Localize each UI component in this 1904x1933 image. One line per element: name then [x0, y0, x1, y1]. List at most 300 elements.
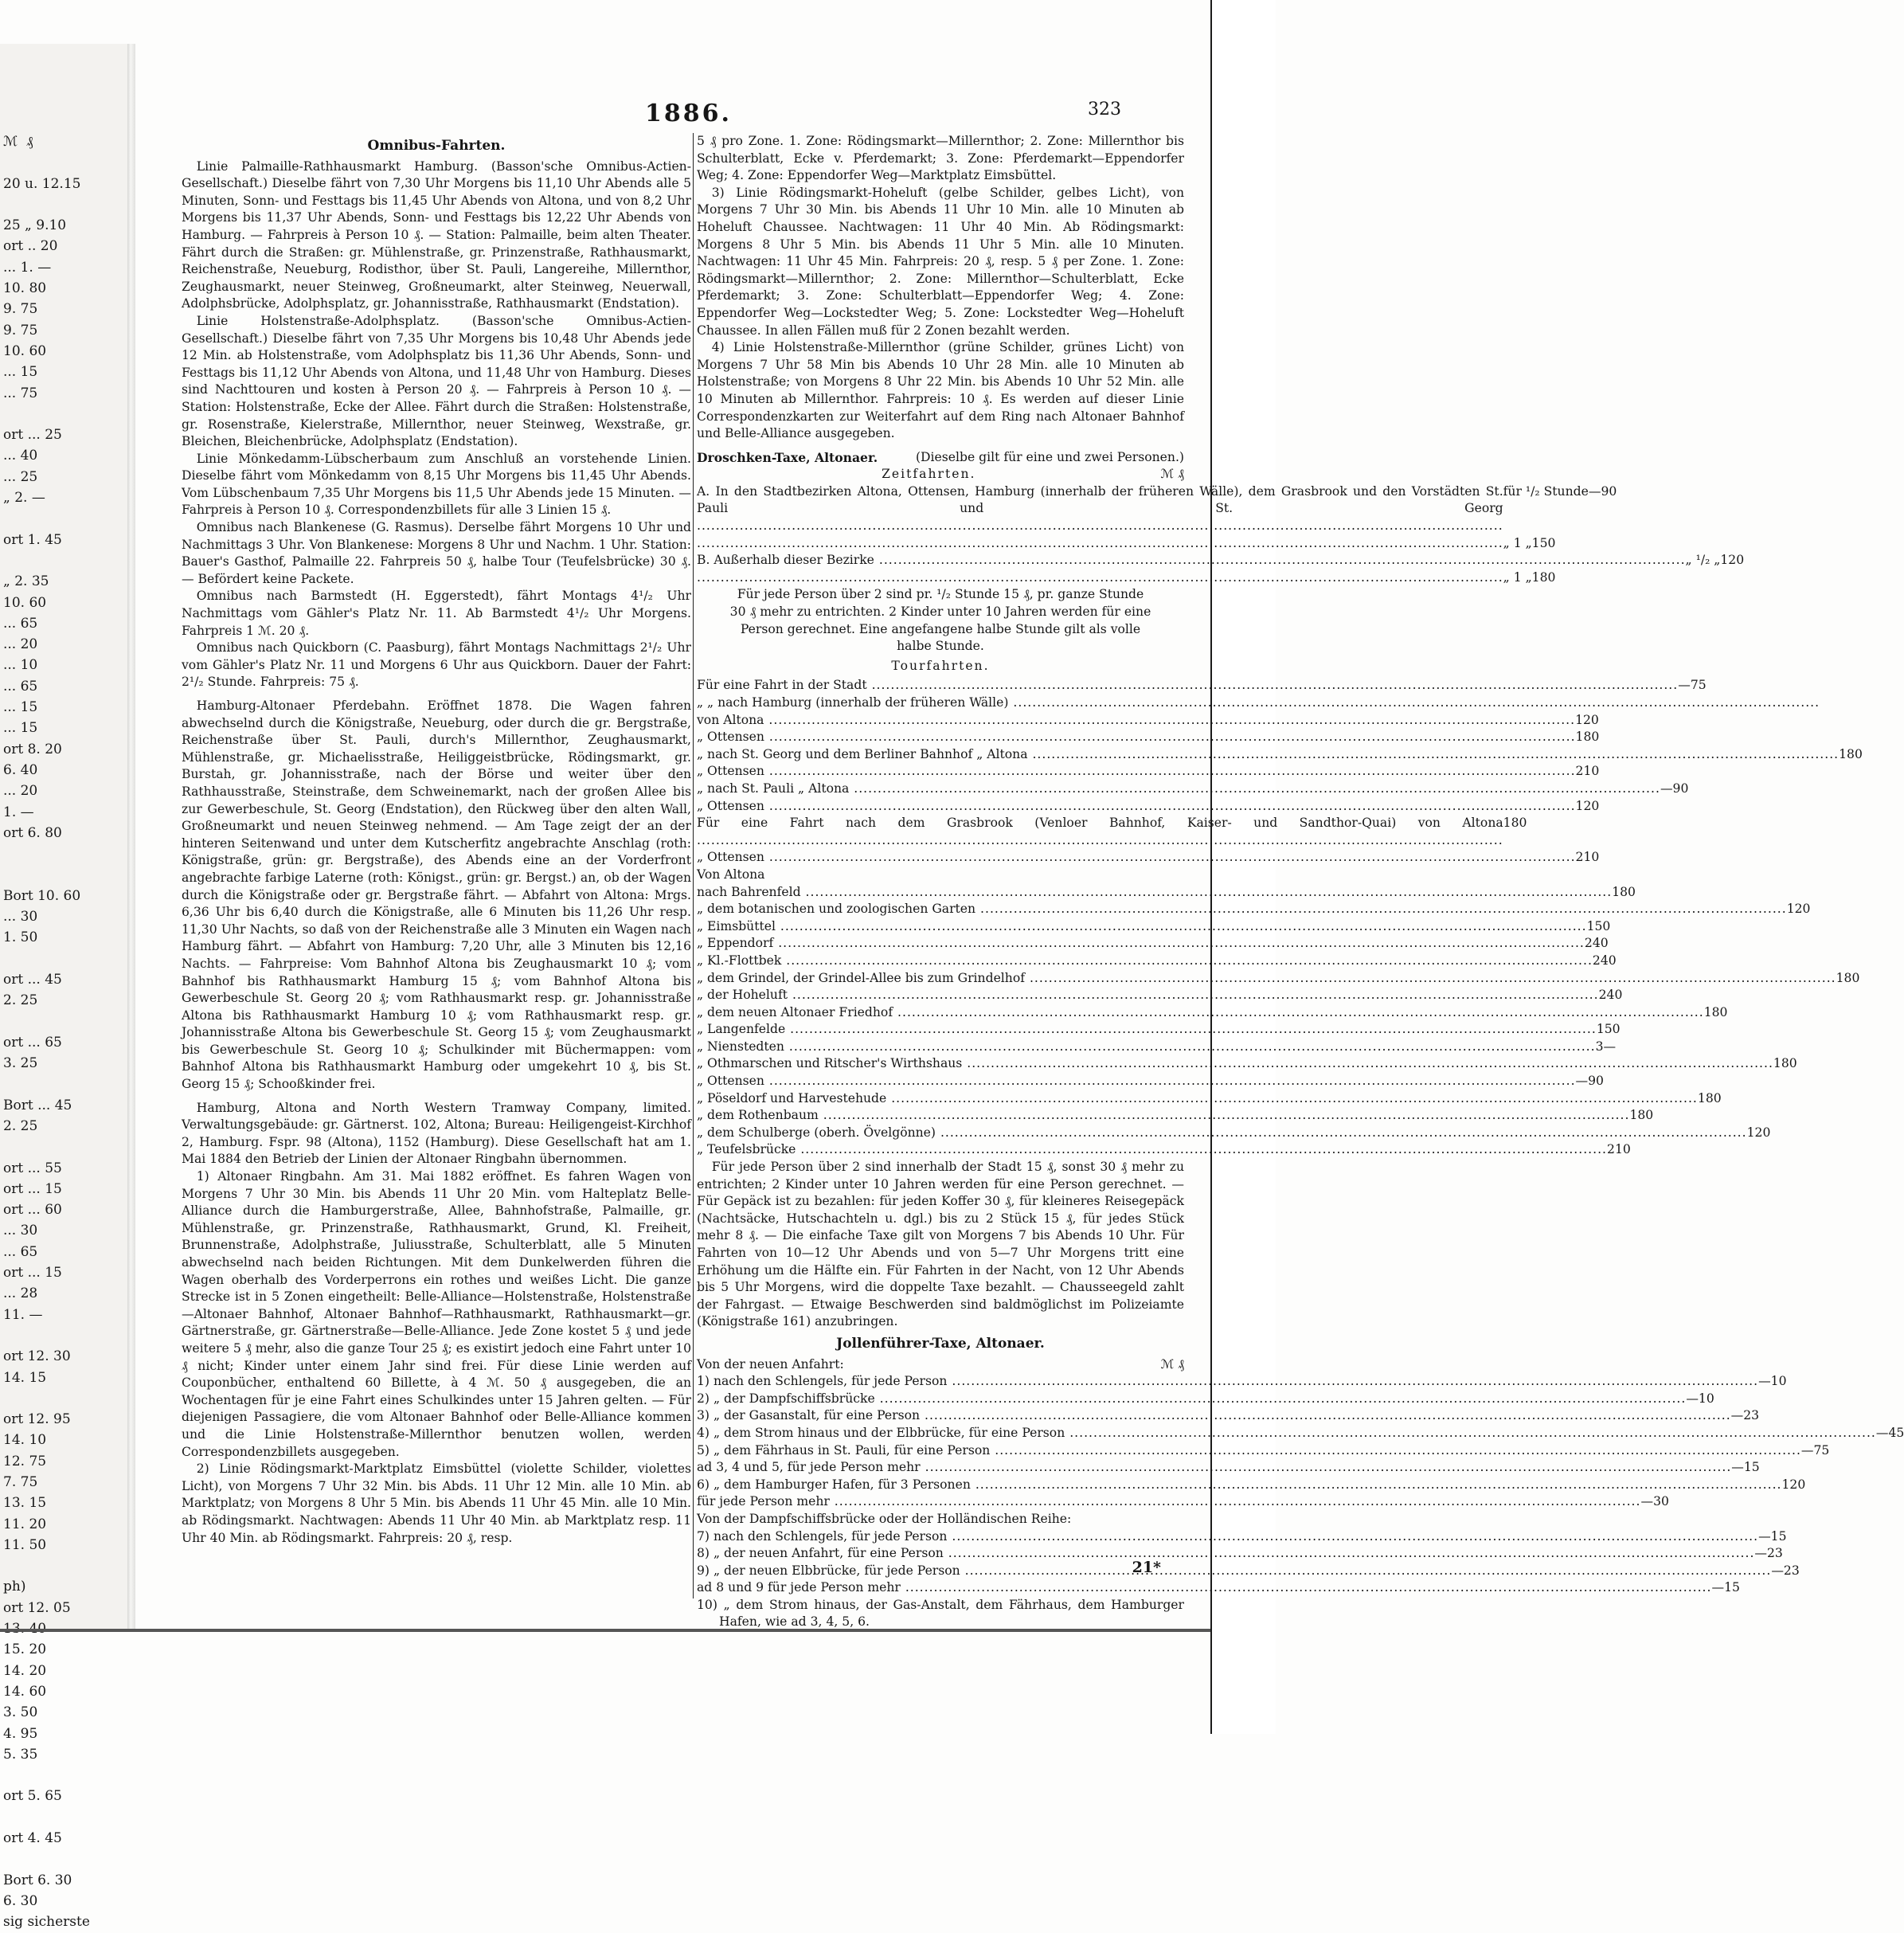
- row-label: 6) „ dem Hamburger Hafen, für 3 Personen .....: [697, 1477, 1782, 1494]
- previous-page-line: ... 1. —: [3, 259, 52, 276]
- table-row: [697, 935, 1609, 953]
- row-pfennig-value: 10: [1770, 1374, 1787, 1389]
- table-row: [697, 1407, 1760, 1425]
- table-row: [697, 569, 1556, 587]
- row-mark-value: —: [1875, 1425, 1889, 1440]
- row-mark-value: 1: [1839, 746, 1847, 761]
- row-label: „ Ottensen .....: [697, 763, 1576, 781]
- table-row: [697, 884, 1636, 902]
- table-row: [697, 763, 1600, 781]
- previous-page-line: ... 65: [3, 1243, 38, 1260]
- row-mark-value: 1: [1629, 1108, 1638, 1123]
- previous-page-line: 9. 75: [3, 322, 38, 338]
- row-mark-value: 1: [1720, 553, 1729, 568]
- previous-page-line: 14. 60: [3, 1683, 47, 1700]
- table-row: [697, 729, 1600, 746]
- row-pfennig-value: 75: [1690, 678, 1707, 693]
- row-label: Für eine Fahrt nach dem Grasbrook (Venloer Bahnhof, Kaiser- und Sandthor-Quai) von Altona .....: [697, 815, 1503, 849]
- table-row: [697, 1477, 1806, 1494]
- previous-page-line: [3, 864, 123, 885]
- row-mark-value: 1: [1575, 730, 1584, 745]
- previous-page-line: 15. 20: [3, 1641, 47, 1658]
- text-palmaille: Linie Palmaille-Rathhausmarkt Hamburg. (Basson'sche Omnibus-Actien-Gesellschaft.) Dieselbe fährt von 7,30 Uhr Morgens bis 11,10 Uhr Abends alle 5 Minuten, Sonn- und Festtags bis 11,45 Uhr Abends von Altona, und von 8,2 Uhr Morgens bis 11,37 Uhr Abends, Sonn- und Festtags bis 12,22 Uhr Abends von Hamburg. — Fahrpreis à Person 10 ₰. — Station: Palmaille, beim alten Theater. Fährt durch die Straßen: gr. Mühlenstraße, gr. Prinzenstraße, Rathhausmarkt, Reichenstraße, Neueburg, Rodisthor, über St. Pauli, Langereihe, Millernthor, Zeughausmarkt, neuer Steinweg, Großneumarkt, alter Steinweg, Neuerwall, Adolphsbrücke, Adolphsplatz, gr. Johannisstraße, Rathhausmarkt (Endstation).: [182, 158, 691, 311]
- row-pfennig-value: 50: [1539, 535, 1556, 550]
- row-mark-value: —: [1758, 1374, 1771, 1389]
- row-pfennig-value: 40: [1600, 953, 1617, 968]
- row-pfennig-value: 10: [1583, 850, 1600, 865]
- table-row: [697, 1425, 1904, 1442]
- row-pfennig-value: 50: [1604, 1022, 1621, 1037]
- droschken-heading-row: [697, 449, 1184, 467]
- row-mark-value: —: [1754, 1546, 1768, 1561]
- row-label: „ nach St. Georg und dem Berliner Bahnhof „ Altona .....: [697, 746, 1839, 764]
- previous-page-line: [3, 1388, 123, 1409]
- previous-page-line: [3, 949, 123, 969]
- row-label: „ Langenfelde .....: [697, 1021, 1597, 1039]
- text-eimsbuettel-line: 2) Linie Rödingsmarkt-Marktplatz Eimsbüttel (violette Schilder, violettes Licht), von Morgens 7 Uhr 32 Min. bis Abds. 11 Uhr 12 Min. alle 10 Min. ab Marktplatz; von Morgens 8 Uhr 5 Min. bis Abends 11 Uhr 45 Min. alle 10 Min. ab Rödingsmarkt. Nachtwagen: Abends 11 Uhr 40 Min. ab Marktplatz resp. 11 Uhr 40 Min. ab Rödingsmarkt. Fahrpreis: 20 ₰, resp.: [182, 1461, 691, 1545]
- previous-page-line: „ 2. —: [3, 490, 45, 507]
- previous-page-line: [3, 1011, 123, 1031]
- table-row: [697, 535, 1556, 553]
- previous-page-line: 14. 20: [3, 1662, 47, 1679]
- table-row: [697, 849, 1600, 867]
- previous-page-line: ort ... 15: [3, 1265, 62, 1281]
- text-holstenstrasse: Linie Holstenstraße-Adolphsplatz. (Basson'sche Omnibus-Actien-Gesellschaft.) Dieselbe fährt von 7,35 Uhr Morgens bis 10,48 Uhr Abends jede 12 Min. ab Holstenstraße, vom Adolphsplatz bis 11,36 Uhr Abends, Sonn- und Festtags bis 11,12 Uhr Abends von Altona, und 11,48 Uhr von Hamburg. Dieses sind Nachttouren und kosten à Person 20 ₰. — Fahrpreis à Person 10 ₰. — Station: Holstenstraße, Ecke der Allee. Fährt durch die Straßen: Holstenstraße, gr. Rosenstraße, Kielerstraße, Millernthor, neuer Steinweg, Wexstraße, gr. Bleichen, Bleichenbrücke, Adolphsplatz (Endstation).: [182, 313, 691, 449]
- row-mark-value: 1: [1575, 712, 1583, 727]
- table-row: [697, 901, 1811, 918]
- droschken-heading: Droschken-Taxe, Altonaer.: [697, 449, 878, 465]
- row-pfennig-value: 15: [1770, 1528, 1787, 1544]
- row-pfennig-value: 80: [1620, 884, 1636, 899]
- previous-page-line: 11. 50: [3, 1536, 47, 1553]
- row-label: „ Ottensen .....: [697, 1073, 1576, 1090]
- text-ringbahn: 1) Altonaer Ringbahn. Am 31. Mai 1882 eröffnet. Es fahren Wagen von Morgens 7 Uhr 30 Min. bis Abends 11 Uhr 20 Min. vom Halteplatz Belle-Alliance durch die Hamburgerstraße, Allee, Bahnhofstraße, Palmaille, gr. Mühlenstraße, gr. Prinzenstraße, Rathhausmarkt, Grund, Kl. Freiheit, Brunnenstraße, Adolphstraße, Juliusstraße, Schulterblatt, alle 5 Minuten abwechselnd nach beiden Richtungen. Mit dem Dunkelwerden führen die Wagen oberhalb des Vorderperrons ein rothes und weißes Licht. Die ganze Strecke ist in 5 Zonen eingetheilt: Belle-Alliance—Holstenstraße, Holstenstraße—Altonaer Bahnhof, Altonaer Bahnhof—Rathhausmarkt, Rathhausmarkt—gr. Gärtnerstraße, gr. Gärtnerstraße—Belle-Alliance. Jede Zone kostet 5 ₰ und jede weitere 5 ₰ mehr, also die ganze Tour 25 ₰; es existirt jedoch eine Fahrt unter 10 ₰ nicht; Kinder unter einem Jahr sind frei. Für diese Linie werden auf Couponbücher, enthaltend 60 Billette, à 4 ℳ. 50 ₰ ausgegeben, die an Wochentagen für je eine Fahrt eines Schulkindes unter 15 Jahren gelten. — Für diejenigen Passagiere, die vom Altonaer Bahnhof oder Belle-Alliance kommen und die Linie Holstenstraße-Millernthor benutzen wollen, werden Correspondenzbillets ausgegeben.: [182, 1169, 691, 1459]
- row-pfennig-value: 80: [1637, 1108, 1654, 1123]
- previous-page-line: [3, 1137, 123, 1157]
- previous-page-line: [3, 1849, 123, 1869]
- table-row: [697, 1545, 1783, 1563]
- text-millernthor-line: 4) Linie Holstenstraße-Millernthor (grüne Schilder, grünes Licht) von Morgens 7 Uhr 58 Min bis Abends 10 Uhr 28 Min. alle 10 Minuten ab Holstenstraße; von Morgens 8 Uhr 22 Min. bis Abends 10 Uhr 52 Min. alle 10 Minuten ab Millernthor. Fahrpreis: 10 ₰. Es werden auf dieser Linie Correspondenzkarten zur Weiterfahrt auf dem Ring nach Altonaer Bahnhof und Belle-Alliance ausgegeben.: [697, 340, 1184, 441]
- row-pfennig-value: 80: [1705, 1090, 1722, 1105]
- row-label: „ dem Rothenbaum .....: [697, 1107, 1629, 1125]
- previous-page-line: ... 75: [3, 385, 38, 401]
- row-mark-value: 1: [1596, 1022, 1605, 1037]
- table-row: [697, 1021, 1621, 1039]
- row-pfennig-value: 10: [1614, 1142, 1631, 1157]
- table-row: [697, 1563, 1800, 1580]
- row-mark-value: —: [1771, 1563, 1784, 1578]
- table-row: [697, 1373, 1787, 1391]
- row-mark-value: 1: [1612, 884, 1621, 899]
- previous-page-line: 25 „ 9.10: [3, 217, 67, 234]
- row-label: „ dem Schulberge (oberh. Övelgönne) .....: [697, 1125, 1747, 1142]
- row-pfennig-value: 80: [1583, 730, 1600, 745]
- previous-page-line: 11. 20: [3, 1516, 47, 1532]
- row-pfennig-value: 20: [1728, 553, 1745, 568]
- previous-page-line: ort ... 55: [3, 1160, 62, 1176]
- row-pfennig-value: 20: [1583, 798, 1600, 813]
- row-mark-value: —: [1686, 1391, 1699, 1406]
- previous-page-line: [3, 1807, 123, 1828]
- row-label: „ dem Grindel, der Grindel-Allee bis zum Grindelhof .....: [697, 970, 1836, 988]
- row-unit: „ 1 „: [1503, 535, 1532, 550]
- row-unit: für ¹/₂ Stunde: [1503, 483, 1589, 499]
- previous-page-line: sig sicherste: [3, 1914, 90, 1931]
- previous-page-line: ... 15: [3, 720, 38, 737]
- zoll-head-2: Von der Dampfschiffsbrücke oder der Holländischen Reihe:: [697, 1511, 1072, 1526]
- previous-page-line: 5. 35: [3, 1746, 38, 1763]
- previous-page-line: Bort ... 45: [3, 1097, 72, 1113]
- row-label: „ nach St. Pauli „ Altona .....: [697, 781, 1660, 798]
- previous-page-line: ort 5. 65: [3, 1788, 62, 1805]
- previous-page-line: 7. 75: [3, 1474, 38, 1490]
- row-label: ad 8 und 9 für jede Person mehr .....: [697, 1579, 1711, 1597]
- table-row: [697, 1107, 1654, 1125]
- row-mark-value: 2: [1584, 936, 1593, 951]
- row-mark-value: —: [1800, 1442, 1814, 1458]
- row-label: [697, 535, 1503, 553]
- zoll-currency-header: ℳ ₰: [1160, 1356, 1184, 1371]
- row-label: „ dem botanischen und zoologischen Garten .....: [697, 901, 1787, 918]
- previous-page-line: ph): [3, 1579, 26, 1595]
- row-pfennig-value: 90: [1601, 483, 1617, 499]
- previous-page-line: ort ... 65: [3, 1034, 62, 1051]
- previous-page-column: [3, 131, 123, 1933]
- previous-page-line: 3. 25: [3, 1055, 38, 1072]
- row-label: „ Ottensen .....: [697, 729, 1576, 746]
- row-mark-value: 3: [1595, 1039, 1604, 1054]
- previous-page-line: ort ... 15: [3, 1180, 62, 1197]
- row-pfennig-value: 20: [1789, 1477, 1806, 1492]
- table-row: [697, 918, 1611, 936]
- row-label: „ Kl.-Flottbek .....: [697, 953, 1593, 970]
- previous-page-line: 9. 75: [3, 301, 38, 318]
- previous-page-line: [3, 152, 123, 173]
- droschken-subtitle: (Dieselbe gilt für eine und zwei Personen.): [915, 449, 1184, 464]
- previous-page-line: ... 15: [3, 364, 38, 381]
- row-label: 4) „ dem Strom hinaus und der Elbbrücke, für eine Person .....: [697, 1425, 1876, 1442]
- previous-page-line: „ 2. 35: [3, 573, 49, 590]
- previous-page-line: [3, 404, 123, 425]
- previous-page-line: 20 u. 12.15: [3, 175, 81, 192]
- previous-page-line: ... 40: [3, 448, 38, 464]
- zeitfahrten-heading-row: [697, 466, 1184, 483]
- table-row: [697, 1039, 1617, 1056]
- text-barmstedt: Omnibus nach Barmstedt (H. Eggerstedt), fährt Montags 4¹/₂ Uhr Nachmittags vom Gähler's Platz Nr. 11. Ab Barmstedt 4¹/₂ Uhr Morgens. Fahrpreis 1 ℳ. 20 ₰.: [182, 589, 691, 638]
- row-mark-value: 1: [1503, 816, 1511, 831]
- row-label: 1) nach den Schlengels, für jede Person .....: [697, 1373, 1758, 1391]
- zollfuehrer-heading: Jollenführer-Taxe, Altonaer.: [836, 1335, 1045, 1352]
- row-label: 7) nach den Schlengels, für jede Person .....: [697, 1528, 1758, 1546]
- row-mark-value: —: [1640, 1494, 1654, 1509]
- previous-page-line: ... 65: [3, 678, 38, 695]
- row-pfennig-value: 75: [1813, 1442, 1830, 1458]
- previous-page-line: 2. 25: [3, 1117, 38, 1134]
- table-row: [697, 798, 1600, 816]
- row-label: 8) „ der neuen Anfahrt, für eine Person .....: [697, 1545, 1754, 1563]
- previous-page-line: ... 30: [3, 1223, 38, 1239]
- row-pfennig-value: 45: [1888, 1425, 1904, 1440]
- previous-page-line: ort ... 45: [3, 971, 62, 988]
- previous-page-line: ... 30: [3, 908, 38, 925]
- previous-page-line: 3. 50: [3, 1704, 38, 1721]
- row-label: ad 3, 4 und 5, für jede Person mehr .....: [697, 1459, 1731, 1477]
- von-altona-table: [697, 884, 1860, 1160]
- row-pfennig-value: 80: [1781, 1056, 1797, 1071]
- signature-mark: 21*: [1132, 1559, 1161, 1576]
- left-column: [182, 133, 691, 1547]
- row-mark-value: —: [1660, 781, 1673, 796]
- previous-page-line: 10. 60: [3, 342, 47, 359]
- row-pfennig-value: 10: [1583, 764, 1600, 779]
- row-mark-value: —: [1731, 1460, 1744, 1475]
- zoll-table-2: [697, 1528, 1800, 1597]
- row-pfennig-value: 40: [1606, 988, 1623, 1003]
- previous-page-line: ort 8. 20: [3, 741, 62, 757]
- row-label: „ der Hoheluft .....: [697, 987, 1599, 1004]
- row-mark-value: 1: [1531, 535, 1540, 550]
- row-mark-value: 1: [1697, 1090, 1706, 1105]
- row-mark-value: 1: [1531, 569, 1540, 585]
- previous-page-line: [3, 1765, 123, 1786]
- row-pfennig-value: 80: [1847, 746, 1863, 761]
- zeitfahrten-note: Für jede Person über 2 sind pr. ¹/₂ Stunde 15 ₰, pr. ganze Stunde 30 ₰ mehr zu entrichten. 2 Kinder unter 10 Jahren werden für eine Person gerechnet. Eine angefangene halbe Stunde gilt als volle halbe Stunde.: [729, 587, 1151, 654]
- previous-page-line: ... 25: [3, 468, 38, 485]
- previous-page-line: ort .. 20: [3, 238, 58, 255]
- table-row: [697, 1125, 1771, 1142]
- previous-page-line: 2. 25: [3, 992, 38, 1009]
- table-row: [697, 1004, 1728, 1022]
- table-row: [697, 1141, 1631, 1159]
- table-row: [697, 1579, 1740, 1597]
- previous-page-line: 4. 95: [3, 1725, 38, 1742]
- previous-page-line: [3, 508, 123, 529]
- row-mark-value: —: [1711, 1580, 1725, 1595]
- row-mark-value: 1: [1836, 970, 1844, 985]
- page-year: 1886.: [645, 100, 732, 127]
- row-pfennig-value: 80: [1539, 569, 1556, 585]
- previous-page-line: 11. —: [3, 1306, 43, 1323]
- row-pfennig-value: 23: [1783, 1563, 1800, 1578]
- row-label: B. Außerhalb dieser Bezirke .....: [697, 552, 1686, 569]
- previous-page-line: Bort 10. 60: [3, 887, 81, 904]
- row-mark-value: 1: [1781, 1477, 1790, 1492]
- table-row: [697, 1493, 1669, 1511]
- row-label: [697, 569, 1503, 587]
- previous-page-line: ort 4. 45: [3, 1830, 62, 1847]
- row-label: „ Ottensen .....: [697, 849, 1576, 867]
- tourfahrten-heading: Tourfahrten.: [891, 658, 990, 673]
- row-label: „ Eppendorf .....: [697, 935, 1585, 953]
- zeitfahrten-table: [697, 483, 1745, 587]
- row-label: 2) „ der Dampfschiffsbrücke .....: [697, 1391, 1686, 1408]
- previous-page-line: 6. 40: [3, 761, 38, 778]
- von-altona-label: Von Altona: [697, 867, 765, 882]
- row-label: von Altona .....: [697, 712, 1575, 730]
- text-tramway-company: Hamburg, Altona and North Western Tramway Company, limited. Verwaltungsgebäude: gr. Gärtnerst. 102, Altona; Bureau: Heiligengeist-Kirchhof 2, Hamburg. Fspr. 98 (Altona), 1152 (Hamburg). Diese Gesellschaft hat am 1. Mai 1884 den Betrieb der Linien der Altonaer Ringbahn übernommen.: [182, 1100, 691, 1167]
- row-label: für jede Person mehr .....: [697, 1493, 1640, 1511]
- previous-page-line: [3, 1325, 123, 1346]
- row-pfennig-value: 30: [1653, 1494, 1669, 1509]
- previous-page-line: ... 10: [3, 657, 38, 674]
- table-row: [697, 1442, 1830, 1460]
- previous-page-line: ort 1. 45: [3, 531, 62, 548]
- row-mark-value: 1: [1575, 798, 1584, 813]
- table-row: [697, 1459, 1760, 1477]
- row-unit: „ 1 „: [1503, 569, 1532, 585]
- row-pfennig-value: 90: [1672, 781, 1689, 796]
- row-label: „ „ nach Hamburg (innerhalb der früheren Wälle) .....: [697, 695, 1820, 712]
- text-quickborn: Omnibus nach Quickborn (C. Paasburg), fährt Montags Nachmittags 2¹/₂ Uhr vom Gähler's Platz Nr. 11 und Morgens 6 Uhr aus Quickborn. Dauer der Fahrt: 2¹/₂ Stunde. Fahrpreis: 75 ₰.: [182, 640, 691, 690]
- previous-page-line: ... 28: [3, 1285, 38, 1302]
- row-mark-value: 1: [1786, 902, 1795, 917]
- row-label: „ Othmarschen und Ritscher's Wirthshaus .....: [697, 1055, 1773, 1073]
- text-blankenese: Omnibus nach Blankenese (G. Rasmus). Derselbe fährt Morgens 10 Uhr und Nachmittags 3 Uhr. Von Blankenese: Morgens 8 Uhr und Nachm. 1 Uhr. Station: Bauer's Gasthof, Palmaille 22. Fahrpreis 50 ₰, halbe Tour (Teufelsbrücke) 30 ₰. — Befördert keine Packete.: [182, 520, 691, 586]
- row-mark-value: —: [1575, 1074, 1589, 1089]
- previous-page-line: 14. 15: [3, 1369, 47, 1386]
- row-label: 3) „ der Gasanstalt, für eine Person .....: [697, 1407, 1731, 1425]
- table-row: [697, 483, 1617, 535]
- previous-page-line: ... 20: [3, 636, 38, 653]
- zoll-head-row: [697, 1356, 1184, 1374]
- previous-page-line: [3, 1074, 123, 1094]
- previous-page-line: [3, 843, 123, 864]
- row-mark-value: —: [1758, 1528, 1771, 1544]
- previous-page-line: 1. —: [3, 804, 34, 820]
- table-row: [697, 677, 1707, 695]
- row-label: „ Teufelsbrücke .....: [697, 1141, 1607, 1159]
- row-pfennig-value: 40: [1592, 936, 1609, 951]
- row-mark-value: —: [1730, 1408, 1744, 1423]
- page-header: [135, 100, 1209, 131]
- row-pfennig-value: 20: [1583, 712, 1599, 727]
- row-pfennig-value: 15: [1743, 1460, 1760, 1475]
- row-pfennig-value: 80: [1843, 970, 1860, 985]
- row-pfennig-value: 20: [1794, 902, 1811, 917]
- row-label: A. In den Stadtbezirken Altona, Ottensen, Hamburg (innerhalb der früheren Wälle), dem Grasbrook und den Vorstädten St. Pauli und St. Georg .....: [697, 483, 1503, 535]
- previous-page-line: ort 6. 80: [3, 824, 62, 841]
- row-mark-value: 1: [1703, 1004, 1712, 1019]
- zoll-last-row: 10) „ dem Strom hinaus, der Gas-Anstalt, dem Fährhaus, dem Hamburger Hafen, wie ad 3, 4, 5, 6.: [697, 1597, 1184, 1630]
- previous-page-line: 13. 15: [3, 1495, 47, 1512]
- row-pfennig-value: 80: [1711, 1004, 1728, 1019]
- row-label: 5) „ dem Fährhaus in St. Pauli, für eine Person .....: [697, 1442, 1801, 1460]
- row-mark-value: 1: [1746, 1125, 1755, 1140]
- row-pfennig-value: 10: [1698, 1391, 1714, 1406]
- previous-page-line: [3, 194, 123, 215]
- row-pfennig-value: —: [1603, 1039, 1617, 1054]
- zeitfahrten-heading: Zeitfahrten.: [882, 467, 976, 482]
- row-unit: „ ¹/₂ „: [1685, 553, 1721, 568]
- table-row: [697, 1391, 1714, 1408]
- table-row: [697, 1073, 1604, 1090]
- row-label: Für eine Fahrt in der Stadt .....: [697, 677, 1678, 695]
- page-number: 323: [1088, 100, 1121, 119]
- page-323: [135, 44, 1904, 1630]
- table-row: [697, 953, 1617, 970]
- table-row: [697, 746, 1863, 764]
- tourfahrten-table: [697, 677, 1863, 867]
- row-mark-value: 2: [1598, 988, 1607, 1003]
- zoll-head: Von der neuen Anfahrt:: [697, 1356, 844, 1371]
- row-mark-value: 2: [1607, 1142, 1615, 1157]
- text-hoheluft-line: 3) Linie Rödingsmarkt-Hoheluft (gelbe Schilder, gelbes Licht), von Morgens 7 Uhr 30 Min. bis Abends 11 Uhr 10 Min. alle 10 Minuten ab Hoheluft Chaussee. Nachtwagen: 11 Uhr 40 Min. Ab Rödingsmarkt: Morgens 8 Uhr 5 Min. bis Abends 11 Uhr 5 Min. alle 10 Minuten. Nachtwagen: 11 Uhr 45 Min. Fahrpreis: 20 ₰, resp. 5 ₰ per Zone. 1. Zone: Rödingsmarkt—Millernthor; 2. Zone: Millernthor—Schulterblatt, Ecke Pferdemarkt; 3. Zone: Schulterblatt—Eppendorfer Weg; 4. Zone: Eppendorfer Weg—Lockstedter Weg; 5. Zone: Lockstedter Weg—Hoheluft Chaussee. In allen Fällen muß für 2 Zonen bezahlt werden.: [697, 185, 1184, 338]
- previous-page-line: [3, 550, 123, 571]
- row-label: „ Eimsbüttel .....: [697, 918, 1587, 936]
- previous-page-line: ort ... 25: [3, 427, 62, 444]
- table-row: [697, 1528, 1787, 1546]
- previous-page-line: 1. 50: [3, 929, 38, 946]
- row-mark-value: 2: [1575, 764, 1584, 779]
- previous-page-line: ort 12. 95: [3, 1411, 71, 1428]
- row-mark-value: —: [1588, 483, 1601, 499]
- zoll-table: [697, 1373, 1904, 1511]
- row-pfennig-value: 50: [1594, 918, 1611, 933]
- table-row: [697, 1055, 1797, 1073]
- table-row: [697, 781, 1689, 798]
- table-row: [697, 552, 1745, 569]
- table-row: [697, 1090, 1722, 1108]
- currency-header: ℳ ₰: [1160, 467, 1184, 482]
- row-label: nach Bahrenfeld .....: [697, 884, 1612, 902]
- previous-page-line: 6. 30: [3, 1892, 38, 1909]
- row-label: „ Ottensen .....: [697, 798, 1576, 816]
- book-binding: [127, 44, 135, 1629]
- table-row: [697, 712, 1599, 730]
- row-pfennig-value: 20: [1754, 1125, 1771, 1140]
- previous-page-line: ort 12. 05: [3, 1599, 71, 1616]
- previous-page-line: ort ... 60: [3, 1202, 62, 1219]
- previous-page-line: ... 65: [3, 615, 38, 632]
- table-row: [697, 815, 1527, 849]
- previous-page-line: 10. 60: [3, 594, 47, 611]
- row-label: 9) „ der neuen Elbbrücke, für jede Person .....: [697, 1563, 1771, 1580]
- row-pfennig-value: 80: [1511, 816, 1527, 831]
- previous-page-line: ort 12. 30: [3, 1348, 71, 1365]
- altona-note: Für jede Person über 2 sind innerhalb der Stadt 15 ₰, sonst 30 ₰ mehr zu entrichten; 2 Kinder unter 10 Jahren werden für eine Person gerechnet. — Für Gepäck ist zu bezahlen: für jeden Koffer 30 ₰, für kleineres Reisegepäck (Nachtsäcke, Hutschachteln u. dgl.) bis zu 2 Stück 15 ₰, für jedes Stück mehr 8 ₰. — Die einfache Taxe gilt von Morgens 7 bis Abends 10 Uhr. Für Fahrten von 10—12 Uhr Abends und von 5—7 Uhr Morgens tritt eine Erhöhung um die Hälfte ein. Für Fahrten in der Nacht, von 12 Uhr Abends bis 5 Uhr Morgens, wird die doppelte Taxe bezahlt. — Chausseegeld zahlt der Fahrgast. — Etwaige Beschwerden sind baldmöglichst im Polizeiamte (Königstraße 161) anzubringen.: [697, 1160, 1184, 1329]
- row-pfennig-value: 90: [1588, 1074, 1604, 1089]
- text-moenkedamm: Linie Mönkedamm-Lübscherbaum zum Anschluß an vorstehende Linien. Dieselbe fährt vom Mönkedamm von 8,15 Uhr Morgens bis 11,45 Uhr Abends. Vom Lübschenbaum 7,35 Uhr Morgens bis 11,5 Uhr Abends jede 15 Minuten. — Fahrpreis à Person 10 ₰. Correspondenzbillets für alle 3 Linien 15 ₰.: [182, 451, 691, 518]
- previous-page-line: [3, 1555, 123, 1576]
- previous-page-line: ℳ ₰: [3, 134, 33, 150]
- row-mark-value: 2: [1575, 850, 1584, 865]
- row-pfennig-value: 23: [1767, 1546, 1783, 1561]
- row-label: „ Pöseldorf und Harvestehude .....: [697, 1090, 1698, 1108]
- previous-page-line: 10. 80: [3, 280, 47, 297]
- right-column: [697, 133, 1904, 1631]
- omnibus-heading: Omnibus-Fahrten.: [367, 138, 506, 154]
- previous-page-line: ... 15: [3, 699, 38, 716]
- row-label: „ dem neuen Altonaer Friedhof .....: [697, 1004, 1704, 1022]
- row-mark-value: —: [1678, 678, 1691, 693]
- previous-page-edge: [0, 44, 130, 1931]
- text-pferdebahn: Hamburg-Altonaer Pferdebahn. Eröffnet 1878. Die Wagen fahren abwechselnd durch die Königstraße, Neueburg, oder durch die gr. Bergstraße, Reichenstraße über St. Pauli, durch's Millernthor, Zeughausmarkt, Mühlenstraße, gr. Michaelisstraße, Heiliggeistbrücke, Rödingsmarkt, gr. Burstah, gr. Johannisstraße, nach der Börse und weiter über den Rathhausstraße, Steinstraße, dem Schweinemarkt, nach der großen Allee bis zur Gewerbeschule, St. Georg (Endstation), den Rückweg über den alten Wall, Großneumarkt und neuen Steinweg nehmend. — Am Tage zeigt der an der hinteren Seitenwand und unter dem Kutscherfitz angebrachte Anschlag (roth: Königstraße, grün: gr. Bergstraße), des Abends eine an der Vorderfront angebrachte farbige Laterne (roth: Königst., grün: gr. Bergst.) an, ob der Wagen durch die Königstraße oder gr. Bergstraße fährt. — Abfahrt von Altona: Mrgs. 6,36 Uhr bis 6,40 durch die Königstraße, alle 6 Minuten bis 11,26 Uhr resp. 11,30 Uhr Nachts, so daß von der Reichenstraße alle 3 Minuten ein Wagen nach Hamburg fährt. — Abfahrt von Hamburg: 7,20 Uhr, alle 3 Minuten bis 12,16 Nachts. — Fahrpreise: Vom Bahnhof Altona bis Zeughausmarkt 10 ₰; vom Bahnhof bis Rathhausmarkt Hamburg 15 ₰; vom Bahnhof Altona bis Gewerbeschule St. Georg 20 ₰; vom Rathhausmarkt resp. gr. Johannisstraße Altona bis Rathhausmarkt Hamburg 10 ₰; vom Rathhausmarkt resp. gr. Johannisstraße Altona bis Gewerbeschule St. Georg 15 ₰; vom Zeughausmarkt bis Gewerbeschule St. Georg 10 ₰; Schulkinder mit Büchermappen: vom Bahnhof Altona bis Rathhausmarkt Hamburg oder umgekehrt 10 ₰, bis St. Georg 15 ₰; Schooßkinder frei.: [182, 698, 691, 1092]
- previous-page-line: ... 20: [3, 783, 38, 800]
- table-row: [697, 695, 1184, 712]
- previous-page-line: 12. 75: [3, 1453, 47, 1469]
- text-zones: 5 ₰ pro Zone. 1. Zone: Rödingsmarkt—Millernthor; 2. Zone: Millernthor bis Schulterblatt, Ecke v. Pferdemarkt; 3. Zone: Pferdemarkt—Eppendorfer Weg; 4. Zone: Eppendorfer Weg—Marktplatz Eimsbüttel.: [697, 134, 1184, 183]
- previous-page-line: Bort 6. 30: [3, 1872, 72, 1888]
- row-pfennig-value: 23: [1743, 1408, 1760, 1423]
- table-row: [697, 987, 1623, 1004]
- table-row: [697, 970, 1860, 988]
- row-mark-value: 2: [1592, 953, 1601, 968]
- previous-page-line: 14. 10: [3, 1432, 47, 1449]
- row-mark-value: 1: [1773, 1056, 1781, 1071]
- column-divider: [693, 133, 694, 1598]
- row-mark-value: 1: [1586, 918, 1595, 933]
- row-label: „ Nienstedten .....: [697, 1039, 1596, 1056]
